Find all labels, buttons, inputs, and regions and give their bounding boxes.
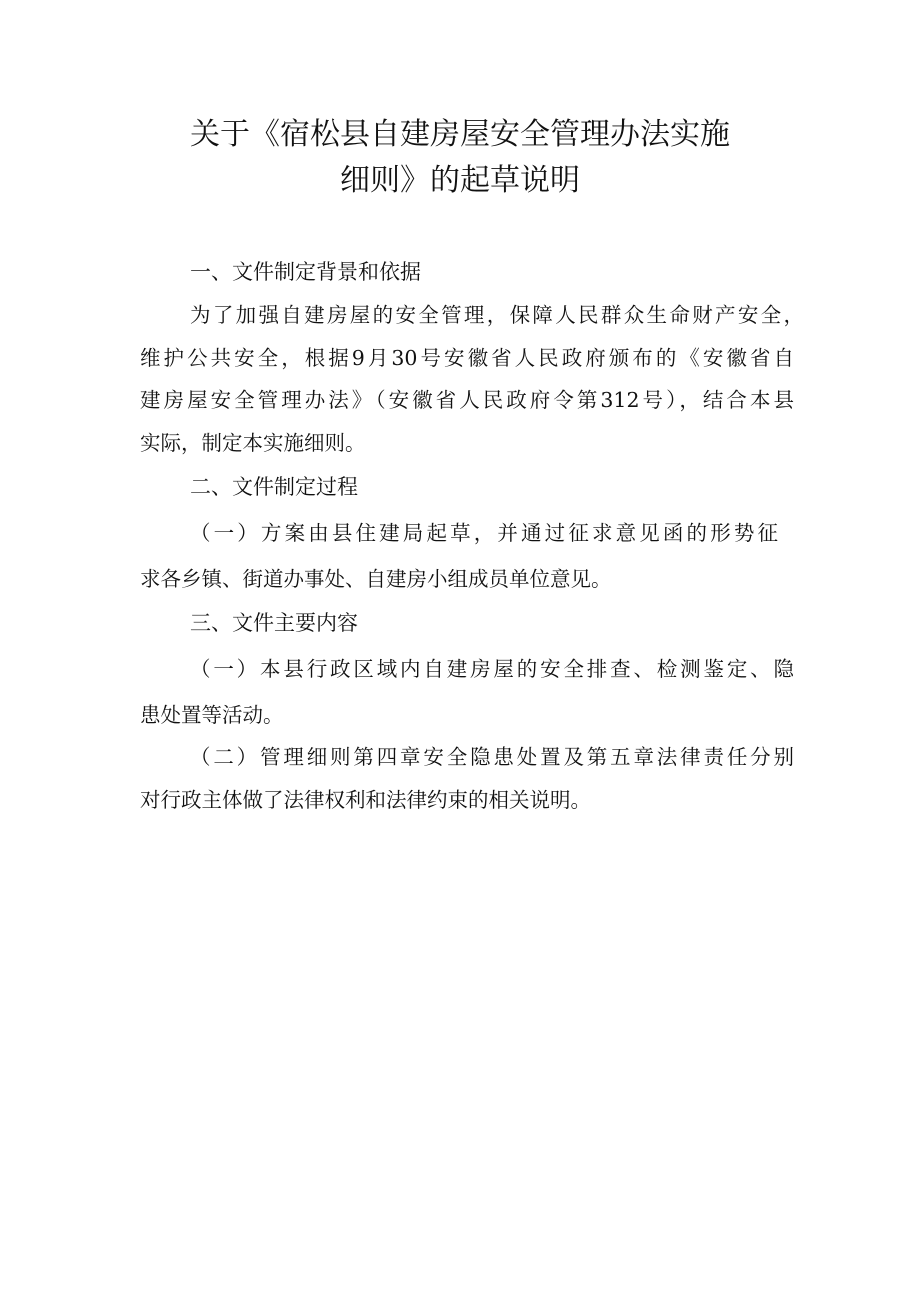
section-1-paragraph-line-3: 建房屋安全管理办法》（安徽省人民政府令第312号），结合本县	[140, 388, 794, 412]
section-3-paragraph-2-line-2: 对行政主体做了法律权利和法律约束的相关说明。	[140, 788, 591, 812]
document-title-line-1: 关于《宿松县自建房屋安全管理办法实施	[190, 117, 730, 152]
section-3-paragraph-1-line-2: 患处置等活动。	[140, 703, 284, 727]
section-3-heading: 三、文件主要内容	[190, 611, 358, 635]
section-1-heading: 一、文件制定背景和依据	[190, 260, 421, 284]
section-2-paragraph-line-2: 求各乡镇、街道办事处、自建房小组成员单位意见。	[140, 567, 612, 591]
document-title-line-2: 细则》的起草说明	[340, 163, 580, 198]
section-2-heading: 二、文件制定过程	[190, 475, 358, 499]
section-2-paragraph-line-1: （一）方案由县住建局起草，并通过征求意见函的形势征	[190, 521, 778, 545]
section-1-paragraph-line-4: 实际，制定本实施细则。	[140, 431, 366, 455]
section-1-paragraph-line-1: 为了加强自建房屋的安全管理，保障人民群众生命财产安全，	[190, 303, 804, 327]
section-3-paragraph-2-line-1: （二）管理细则第四章安全隐患处置及第五章法律责任分别	[190, 745, 794, 769]
section-3-paragraph-1-line-1: （一）本县行政区域内自建房屋的安全排查、检测鉴定、隐	[190, 657, 794, 681]
section-1-paragraph-line-2: 维护公共安全，根据9月30号安徽省人民政府颁布的《安徽省自	[140, 346, 794, 370]
